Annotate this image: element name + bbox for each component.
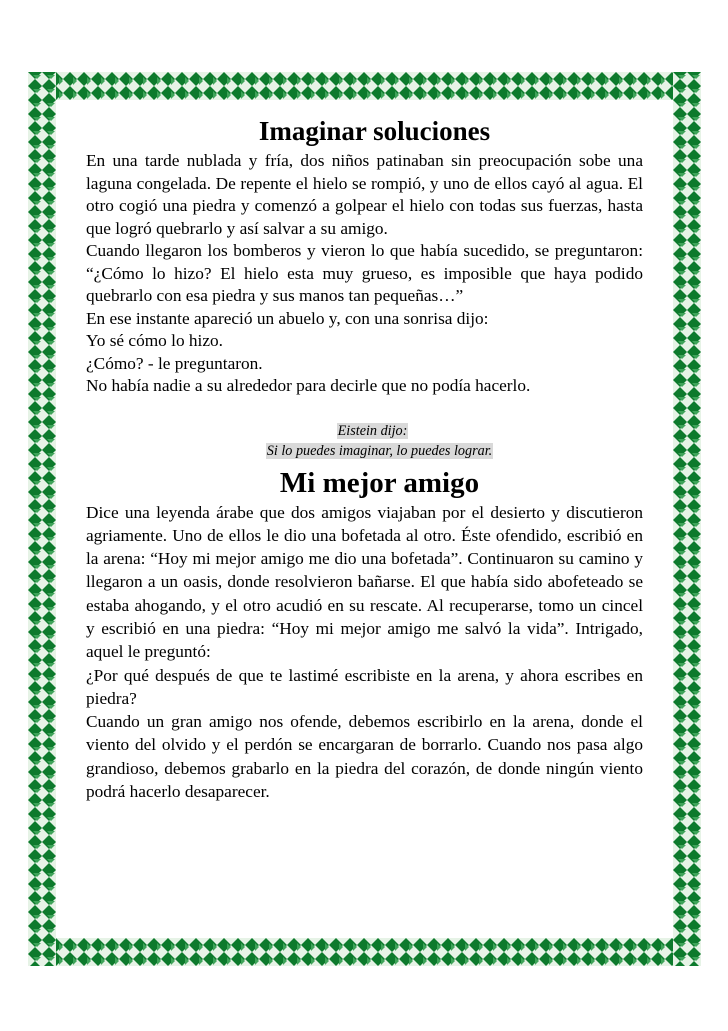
decorative-border-bottom (28, 938, 701, 966)
decorative-border-left (28, 72, 56, 966)
paragraph: Yo sé cómo lo hizo. (86, 331, 223, 350)
section-title: Mi mejor amigo (279, 466, 480, 499)
page-content (86, 112, 643, 803)
paragraph: ¿Por qué después de que te lastimé escribiste en la arena, y ahora escribes en piedra? (86, 665, 643, 708)
paragraph: En una tarde nublada y fría, dos niños patinaban sin preocupación sobe una laguna congelada. De repente el hielo se rompió, y uno de ellos cayó al agua. El otro cogió una piedra y comenzó a golpear el hielo con todas sus fuerzas, hasta que logró quebrarlo y así salvar a su amigo. (86, 151, 643, 238)
quote-attribution: Eistein dijo: (337, 422, 408, 439)
section-mi-mejor-amigo (86, 465, 643, 804)
quote-block (86, 421, 643, 461)
decorative-border-right (673, 72, 701, 966)
section-imaginar-soluciones (86, 112, 643, 461)
quote-text: Si lo puedes imaginar, lo puedes lograr. (266, 442, 493, 459)
paragraph: Dice una leyenda árabe que dos amigos viajaban por el desierto y discutieron agriamente. Uno de ellos le dio una bofetada al otro. Éste ofendido, escribió en la arena: “Hoy mi mejor amigo me dio una bofetada”. Continuaron su camino y llegaron a un oasis, donde resolvieron bañarse. El que había sido abofeteado se estaba ahogando, y el otro acudió en su rescate. Al recuperarse, tomo un cincel y escribió en una piedra: “Hoy mi mejor amigo me salvó la vida”. Intrigado, aquel le preguntó: (86, 502, 643, 662)
paragraph: ¿Cómo? - le preguntaron. (86, 353, 263, 373)
section-title: Imaginar soluciones (258, 116, 491, 146)
decorative-border-top (28, 72, 701, 100)
paragraph: No había nadie a su alrededor para decirle que no podía hacerlo. (86, 376, 531, 395)
paragraph: Cuando llegaron los bomberos y vieron lo que había sucedido, se preguntaron: “¿Cómo lo hizo? El hielo esta muy grueso, es imposible que haya podido quebrarlo con esa piedra y sus manos tan pequeñas…” (86, 241, 643, 305)
paragraph: En ese instante apareció un abuelo y, con una sonrisa dijo: (86, 308, 489, 328)
paragraph: Cuando un gran amigo nos ofende, debemos escribirlo en la arena, donde el viento del olvido y el perdón se encargaran de borrarlo. Cuando nos pasa algo grandioso, debemos grabarlo en la piedra del corazón, de donde ningún viento podrá hacerlo desaparecer. (86, 712, 643, 802)
